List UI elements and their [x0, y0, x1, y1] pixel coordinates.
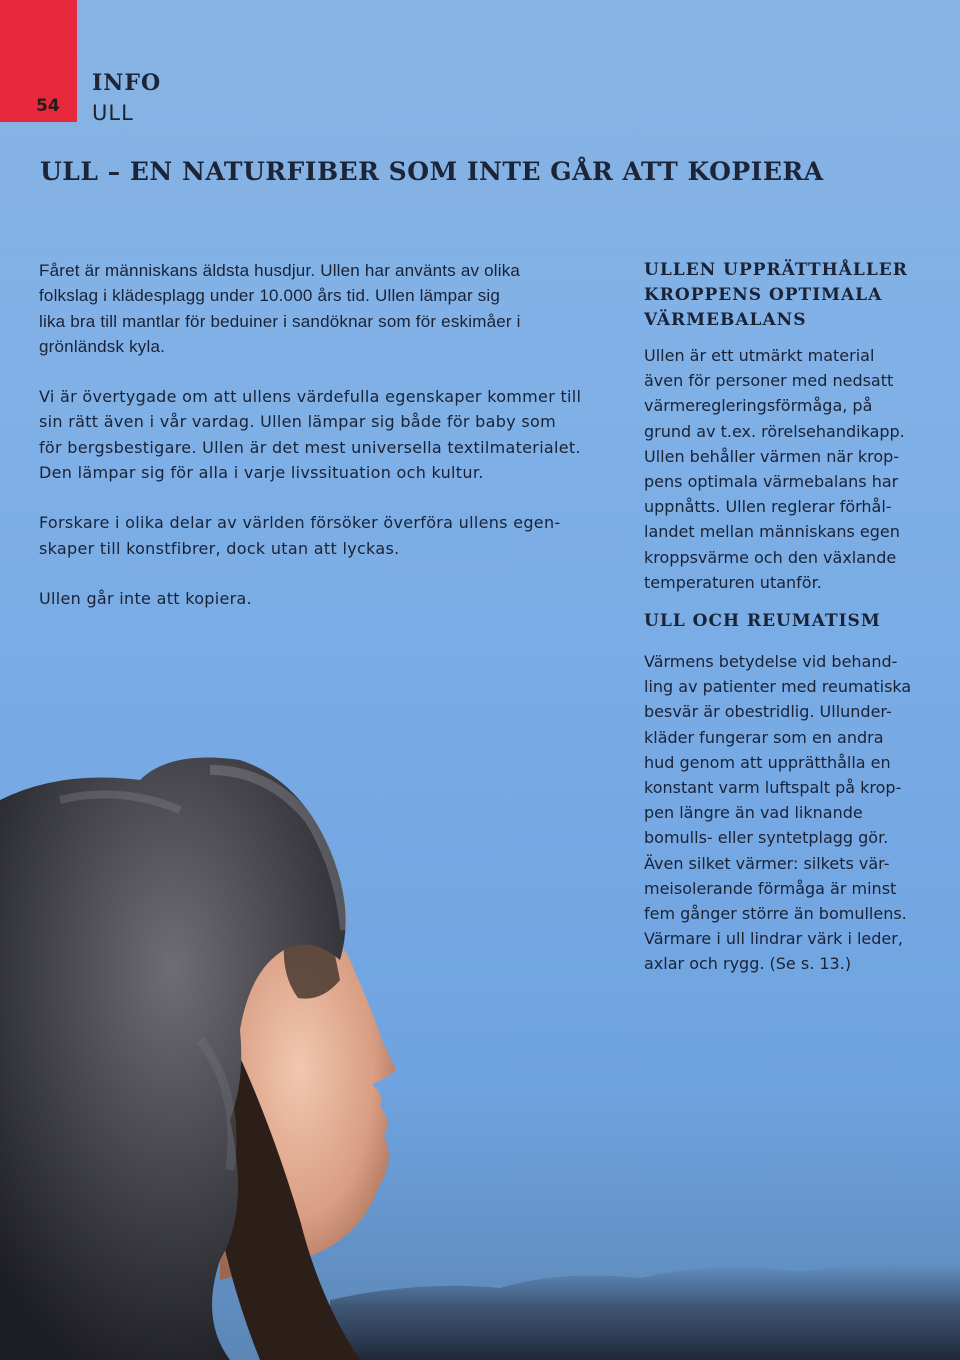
page-title: ULL – EN NATURFIBER SOM INTE GÅR ATT KOPIERA [40, 157, 824, 186]
text-line: värmeregleringsförmåga, på [644, 396, 873, 416]
text-line: grönländsk kyla. [39, 336, 166, 356]
text-line: sin rätt även i vår vardag. Ullen lämpar sig både för baby som [39, 412, 556, 432]
research-paragraph [39, 510, 609, 561]
text-line: Ullen går inte att kopiera. [39, 588, 253, 608]
text-line: Den lämpar sig för alla i varje livssituation och kultur. [39, 463, 484, 483]
text-line: Ullen är ett utmärkt material [644, 346, 875, 365]
text-line: pen längre än vad liknande [644, 803, 863, 823]
conviction-paragraph [39, 384, 609, 485]
text-line: Vi är övertygade om att ullens värdefulla egenskaper kommer till [39, 387, 582, 407]
text-line: Även silket värmer: silkets vär- [644, 853, 890, 873]
text-line: kläder fungerar som en andra [644, 727, 884, 747]
heading-line: VÄRMEBALANS [644, 310, 807, 330]
text-line: skaper till konstfibrer, dock utan att lyckas. [39, 538, 400, 558]
intro-column [39, 258, 609, 636]
tree-line [330, 1263, 960, 1360]
text-line: Värmens betydelse vid behand- [644, 652, 898, 672]
rheumatism-heading: ULL OCH REUMATISM [644, 611, 881, 632]
text-line: fem gånger större än bomullens. [644, 904, 907, 924]
section-label: INFO [92, 70, 162, 96]
text-line: Forskare i olika delar av världen försöker överföra ullens egen- [39, 513, 561, 533]
text-line: ling av patienter med reumatiska [644, 677, 912, 697]
text-line: temperaturen utanför. [644, 572, 822, 592]
conclusion-paragraph [39, 586, 609, 611]
text-line: för bergsbestigare. Ullen är det mest universella textilmaterialet. [39, 437, 581, 457]
text-line: landet mellan människans egen [644, 522, 900, 542]
heating-balance-heading [644, 258, 929, 333]
heating-balance-text [644, 343, 929, 595]
text-line: pens optimala värmebalans har [644, 472, 899, 492]
text-line: Fåret är människans äldsta husdjur. Ullen har använts av olika [39, 261, 521, 280]
heading-line: KROPPENS OPTIMALA [644, 285, 883, 305]
text-line: besvär är obestridlig. Ullunder- [644, 702, 892, 722]
woman-fur-hat-photo [0, 740, 960, 1360]
text-line: konstant varm luftspalt på krop- [644, 778, 902, 798]
heading-line: ULLEN UPPRÄTTHÅLLER [644, 260, 908, 280]
subsection-label: ULL [92, 101, 134, 125]
text-line: kroppsvärme och den växlande [644, 547, 897, 567]
text-line: Ullen behåller värmen när krop- [644, 446, 900, 466]
text-line: axlar och rygg. (Se s. 13.) [644, 954, 852, 974]
text-line: lika bra till mantlar för beduiner i sandöknar som för eskimåer i [39, 311, 521, 331]
text-line: meisolerande förmåga är minst [644, 878, 897, 898]
text-line: hud genom att upprätthålla en [644, 752, 891, 772]
intro-paragraph [39, 258, 609, 359]
text-line: folkslag i klädesplagg under 10.000 års tid. Ullen lämpar sig [39, 286, 501, 306]
text-line: även för personer med nedsatt [644, 371, 894, 391]
text-line: Värmare i ull lindrar värk i leder, [644, 929, 903, 949]
text-line: grund av t.ex. rörelsehandikapp. [644, 421, 905, 441]
text-line: uppnåtts. Ullen reglerar förhål- [644, 497, 892, 517]
text-line: bomulls- eller syntetplagg gör. [644, 828, 889, 848]
page-number: 54 [36, 96, 60, 116]
